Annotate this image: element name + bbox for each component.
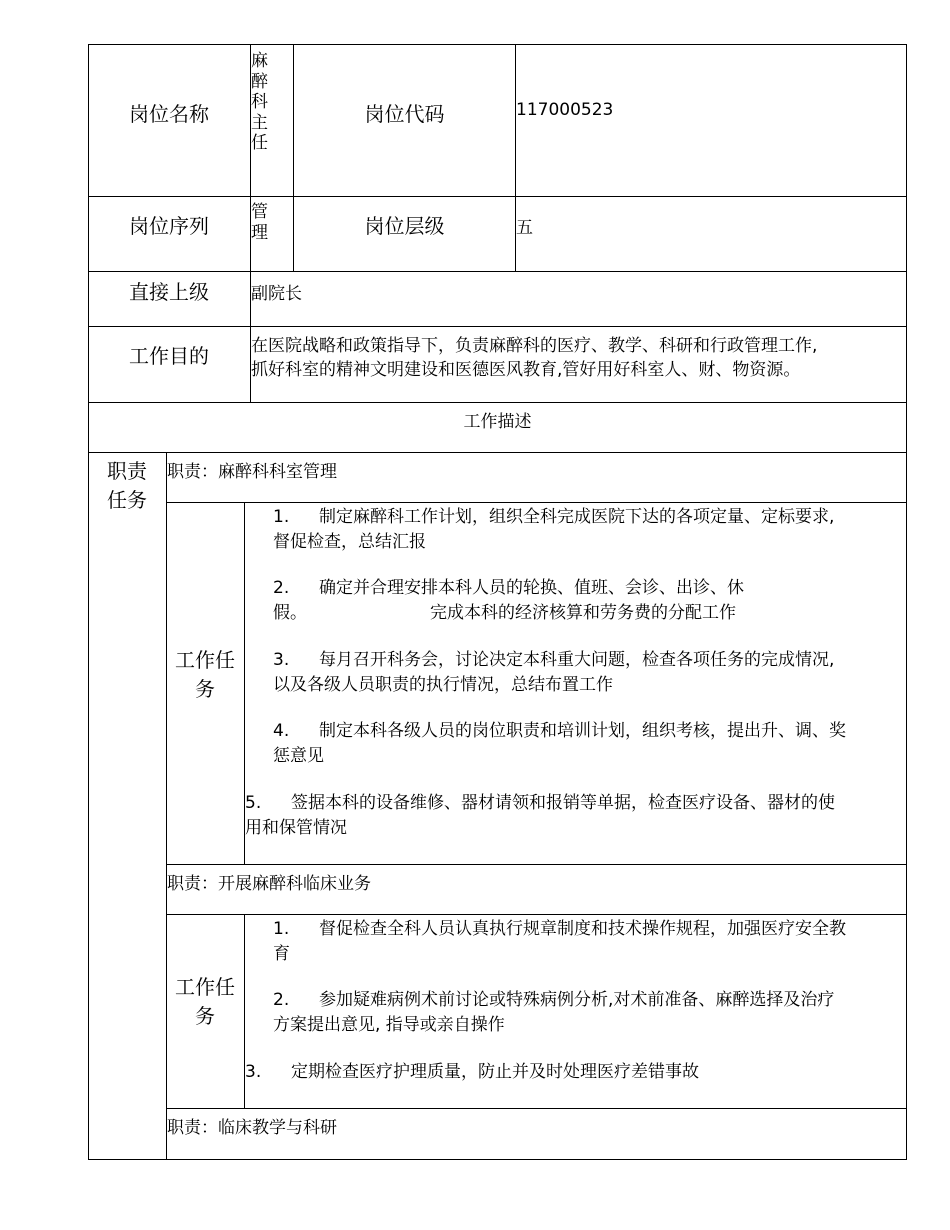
position-name-value: 麻醉科主任 xyxy=(251,51,268,153)
duty-title-3: 职责：临床教学与科研 xyxy=(167,1118,337,1138)
level-label: 岗位层级 xyxy=(364,214,445,238)
sequence-label: 岗位序列 xyxy=(129,214,209,238)
position-code-label: 岗位代码 xyxy=(364,102,445,126)
duties-label-line-1: 职责 xyxy=(107,459,147,483)
task-item: 1. 督促检查全科人员认真执行规章制度和技术操作规程，加强医疗安全教 育 xyxy=(273,919,846,964)
position-code-value: 117000523 xyxy=(516,100,614,120)
sequence-value: 管理 xyxy=(251,202,268,243)
superior-value: 副院长 xyxy=(251,284,302,304)
purpose-label: 工作目的 xyxy=(129,344,209,368)
task-label-2: 工作任 务 xyxy=(175,975,235,1028)
duties-label-line-2: 任务 xyxy=(107,488,147,512)
position-name-label: 岗位名称 xyxy=(129,102,209,126)
duty-title-1: 职责：麻醉科科室管理 xyxy=(167,462,337,482)
description-title: 工作描述 xyxy=(463,412,532,432)
superior-label: 直接上级 xyxy=(129,280,209,304)
task-item: 2. 参加疑难病例术前讨论或特殊病例分析,对术前准备、麻醉选择及治疗 方案提出意见, 指导或亲自操作 xyxy=(273,990,835,1035)
task-item: 5. 签据本科的设备维修、器材请领和报销等单据，检查医疗设备、器材的使 用和保管情况 xyxy=(245,793,835,838)
task-label-1: 工作任 务 xyxy=(175,648,235,701)
purpose-line-2: 抓好科室的精神文明建设和医德医风教育,管好用好科室人、财、物资源。 xyxy=(251,360,801,380)
duties-label xyxy=(88,457,166,515)
purpose-line-1: 在医院战略和政策指导下，负责麻醉科的医疗、教学、科研和行政管理工作, xyxy=(251,336,818,356)
duty-title-2: 职责：开展麻醉科临床业务 xyxy=(167,874,371,894)
task-item: 1. 制定麻醉科工作计划，组织全科完成医院下达的各项定量、定标要求, 督促检查，总结汇报 xyxy=(273,507,835,552)
task-item: 3. 定期检查医疗护理质量，防止并及时处理医疗差错事故 xyxy=(245,1062,699,1082)
task-item: 4. 制定本科各级人员的岗位职责和培训计划，组织考核，提出升、调、奖 惩意见 xyxy=(273,721,846,766)
level-value: 五 xyxy=(516,218,533,238)
task-item: 3. 每月召开科务会，讨论决定本科重大问题，检查各项任务的完成情况, 以及各级人员职责的执行情况，总结布置工作 xyxy=(273,650,835,695)
task-item: 2. 确定并合理安排本科人员的轮换、值班、会诊、出诊、休 假。 完成本科的经济核算和劳务费的分配工作 xyxy=(273,578,744,623)
